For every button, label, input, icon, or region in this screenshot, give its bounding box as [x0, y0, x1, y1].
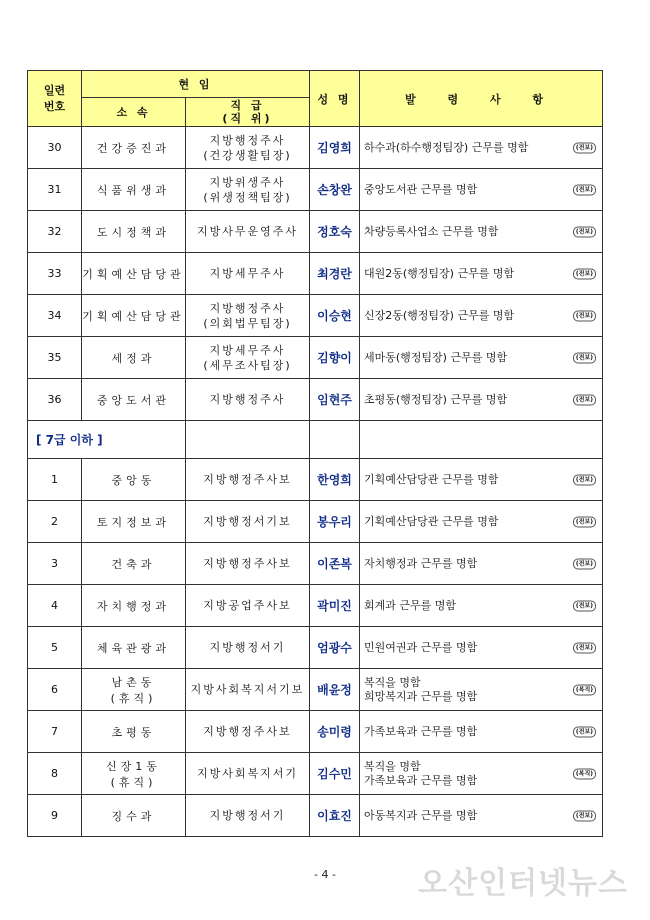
table-row: [28, 127, 603, 169]
action-text: 가족보육과 근무를 명함: [364, 724, 478, 738]
department-cell: 중앙동: [82, 459, 186, 501]
action-text: 복직을 명함 희망복지과 근무를 명함: [364, 675, 478, 703]
name-cell: 김향이: [310, 337, 360, 379]
table-row: [28, 379, 603, 421]
action-cell: [360, 543, 603, 585]
action-text: 아동복지과 근무를 명함: [364, 808, 478, 822]
name-cell: 이존복: [310, 543, 360, 585]
rank-cell: 지방행정주사보: [186, 543, 310, 585]
action-type-badge: (전보): [573, 726, 596, 737]
action-type-badge: (전보): [573, 642, 596, 653]
table-row: [28, 711, 603, 753]
action-type-badge: (전보): [573, 226, 596, 237]
serial-number-cell: 2: [28, 501, 82, 543]
name-cell: 정호숙: [310, 211, 360, 253]
action-text: 대원2동(행정팀장) 근무를 명함: [364, 266, 515, 280]
action-cell: [360, 795, 603, 837]
header-serial-number: 일련 번호: [28, 71, 82, 127]
action-cell: [360, 169, 603, 211]
action-cell: [360, 501, 603, 543]
name-cell: 한영희: [310, 459, 360, 501]
department-cell: 자치행정과: [82, 585, 186, 627]
table-row: [28, 585, 603, 627]
serial-number-cell: 7: [28, 711, 82, 753]
action-type-badge: (전보): [573, 558, 596, 569]
rank-cell: 지방행정주사 (건강생활팀장): [186, 127, 310, 169]
department-cell: 토지정보과: [82, 501, 186, 543]
rank-cell: 지방세무주사: [186, 253, 310, 295]
serial-number-cell: 33: [28, 253, 82, 295]
serial-number-cell: 3: [28, 543, 82, 585]
table-row: [28, 795, 603, 837]
name-cell: 최경란: [310, 253, 360, 295]
header-row-1: [28, 71, 603, 98]
department-cell: 건강증진과: [82, 127, 186, 169]
header-department: 소 속: [82, 98, 186, 127]
department-cell: 건축과: [82, 543, 186, 585]
name-cell: 김영희: [310, 127, 360, 169]
rank-cell: 지방행정서기보: [186, 501, 310, 543]
action-text: 기획예산담당관 근무를 명함: [364, 514, 499, 528]
rank-cell: 지방사회복지서기보: [186, 669, 310, 711]
department-cell: 도시정책과: [82, 211, 186, 253]
action-type-badge: (전보): [573, 516, 596, 527]
serial-number-cell: 9: [28, 795, 82, 837]
serial-number-cell: 32: [28, 211, 82, 253]
action-text: 하수과(하수행정팀장) 근무를 명함: [364, 140, 529, 154]
action-cell: [360, 253, 603, 295]
department-cell: 중앙도서관: [82, 379, 186, 421]
department-cell: 남촌동 (휴직): [82, 669, 186, 711]
table-row: [28, 753, 603, 795]
action-type-badge: (복직): [573, 684, 596, 695]
personnel-table-body: [28, 71, 603, 837]
name-cell: 이효진: [310, 795, 360, 837]
empty-cell: [360, 421, 603, 459]
rank-cell: 지방행정주사 (의회법무팀장): [186, 295, 310, 337]
rank-cell: 지방행정서기: [186, 795, 310, 837]
watermark-logo: 오산인터넷뉴스: [418, 866, 628, 901]
name-cell: 곽미진: [310, 585, 360, 627]
action-cell: [360, 459, 603, 501]
header-action: 발 령 사 항: [360, 71, 603, 127]
department-cell: 체육관광과: [82, 627, 186, 669]
action-cell: [360, 585, 603, 627]
action-cell: [360, 711, 603, 753]
action-text: 세마동(행정팀장) 근무를 명함: [364, 350, 508, 364]
serial-number-cell: 5: [28, 627, 82, 669]
department-cell: 식품위생과: [82, 169, 186, 211]
action-text: 중앙도서관 근무를 명함: [364, 182, 478, 196]
rank-cell: 지방행정서기: [186, 627, 310, 669]
rank-cell: 지방사회복지서기: [186, 753, 310, 795]
department-cell: 기획예산담당관: [82, 253, 186, 295]
section-label: [ 7급 이하 ]: [28, 421, 186, 459]
action-type-badge: (전보): [573, 310, 596, 321]
serial-number-cell: 34: [28, 295, 82, 337]
action-type-badge: (복직): [573, 768, 596, 779]
empty-cell: [310, 421, 360, 459]
name-cell: 봉우리: [310, 501, 360, 543]
department-cell: 신장1동 (휴직): [82, 753, 186, 795]
rank-cell: 지방사무운영주사: [186, 211, 310, 253]
name-cell: 엄광수: [310, 627, 360, 669]
header-current-post: 현 임: [82, 71, 310, 98]
serial-number-cell: 35: [28, 337, 82, 379]
department-cell: 세정과: [82, 337, 186, 379]
rank-cell: 지방공업주사보: [186, 585, 310, 627]
rank-cell: 지방행정주사보: [186, 711, 310, 753]
serial-number-cell: 31: [28, 169, 82, 211]
department-cell: 징수과: [82, 795, 186, 837]
action-text: 민원여권과 근무를 명함: [364, 640, 478, 654]
header-rank: 직 급 (직 위): [186, 98, 310, 127]
empty-cell: [186, 421, 310, 459]
action-type-badge: (전보): [573, 810, 596, 821]
table-row: [28, 669, 603, 711]
action-text: 초평동(행정팀장) 근무를 명함: [364, 392, 508, 406]
action-cell: [360, 337, 603, 379]
action-type-badge: (전보): [573, 474, 596, 485]
serial-number-cell: 6: [28, 669, 82, 711]
action-text: 자치행정과 근무를 명함: [364, 556, 478, 570]
serial-number-cell: 36: [28, 379, 82, 421]
name-cell: 이승현: [310, 295, 360, 337]
action-type-badge: (전보): [573, 142, 596, 153]
action-cell: [360, 753, 603, 795]
table-row: [28, 501, 603, 543]
name-cell: 손창완: [310, 169, 360, 211]
header-name: 성 명: [310, 71, 360, 127]
action-text: 회계과 근무를 명함: [364, 598, 457, 612]
rank-cell: 지방행정주사: [186, 379, 310, 421]
action-cell: [360, 211, 603, 253]
personnel-table: [27, 70, 603, 837]
action-text: 차량등록사업소 근무를 명함: [364, 224, 499, 238]
page-number: - 4 -: [314, 868, 336, 881]
table-row: [28, 211, 603, 253]
rank-cell: 지방세무주사 (세무조사팀장): [186, 337, 310, 379]
table-row: [28, 627, 603, 669]
action-type-badge: (전보): [573, 184, 596, 195]
serial-number-cell: 1: [28, 459, 82, 501]
action-cell: [360, 295, 603, 337]
action-text: 기획예산담당관 근무를 명함: [364, 472, 499, 486]
department-cell: 초평동: [82, 711, 186, 753]
table-row: [28, 295, 603, 337]
name-cell: 배윤정: [310, 669, 360, 711]
table-row: [28, 543, 603, 585]
table-row: [28, 459, 603, 501]
action-type-badge: (전보): [573, 394, 596, 405]
action-text: 복직을 명함 가족보육과 근무를 명함: [364, 759, 478, 787]
serial-number-cell: 4: [28, 585, 82, 627]
rank-cell: 지방행정주사보: [186, 459, 310, 501]
action-cell: [360, 127, 603, 169]
action-type-badge: (전보): [573, 352, 596, 363]
name-cell: 임현주: [310, 379, 360, 421]
name-cell: 김수민: [310, 753, 360, 795]
serial-number-cell: 30: [28, 127, 82, 169]
table-row: [28, 169, 603, 211]
action-cell: [360, 627, 603, 669]
department-cell: 기획예산담당관: [82, 295, 186, 337]
action-cell: [360, 379, 603, 421]
action-text: 신장2동(행정팀장) 근무를 명함: [364, 308, 515, 322]
table-row: [28, 253, 603, 295]
serial-number-cell: 8: [28, 753, 82, 795]
section-row: [28, 421, 603, 459]
action-type-badge: (전보): [573, 600, 596, 611]
action-type-badge: (전보): [573, 268, 596, 279]
rank-cell: 지방위생주사 (위생정책팀장): [186, 169, 310, 211]
table-row: [28, 337, 603, 379]
action-cell: [360, 669, 603, 711]
name-cell: 송미령: [310, 711, 360, 753]
